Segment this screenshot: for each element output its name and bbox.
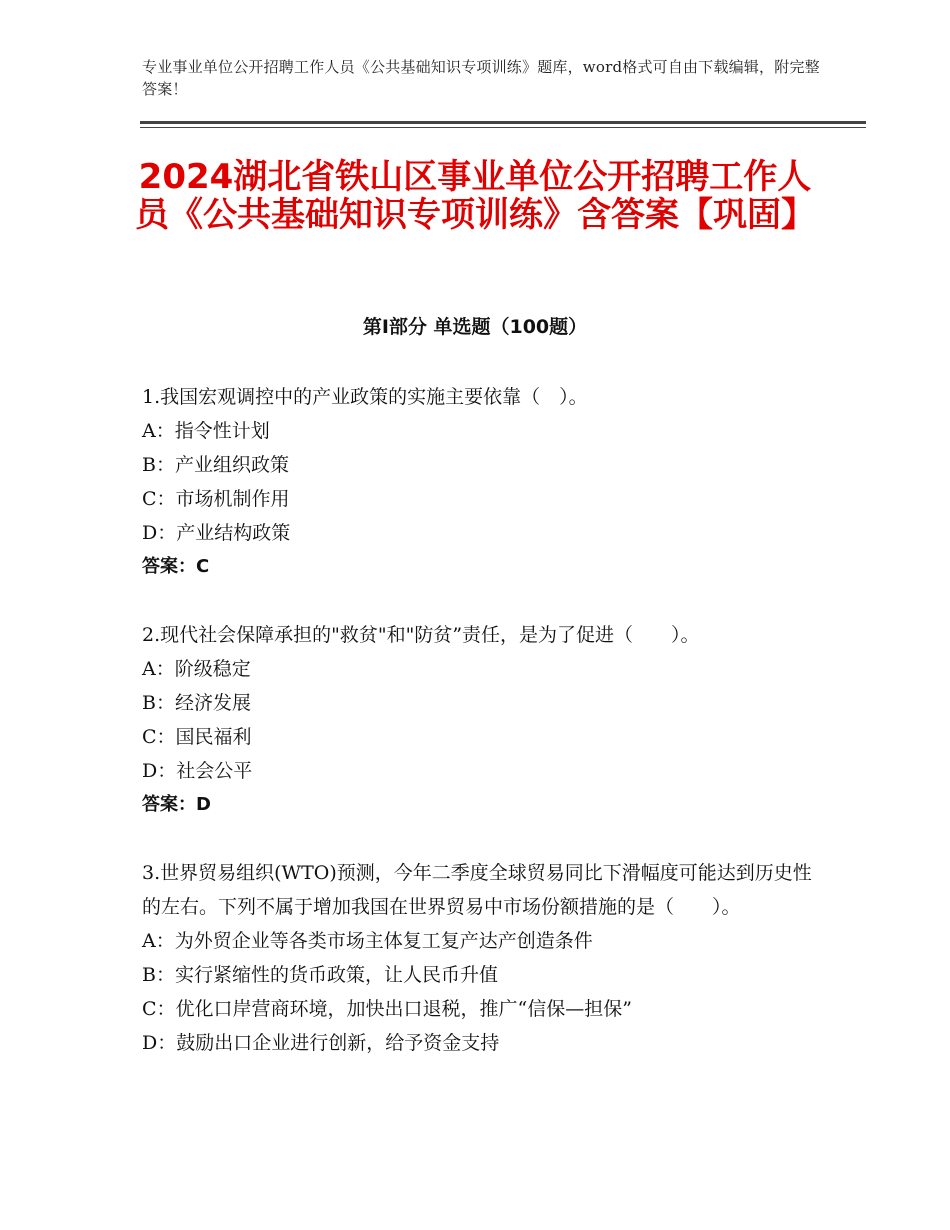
option-c: C：市场机制作用 <box>142 488 290 510</box>
header-rule-thick <box>140 121 866 124</box>
option-a: A：为外贸企业等各类市场主体复工复产达产创造条件 <box>142 930 593 952</box>
answer: 答案：D <box>142 794 211 815</box>
question-stem: 3.世界贸易组织(WTO)预测，今年二季度全球贸易同比下滑幅度可能达到历史性的左右。下列不属于增加我国在世界贸易中市场份额措施的是（ ）。 <box>142 862 812 918</box>
option-c: C：优化口岸营商环境，加快出口退税，推广“信保—担保” <box>142 998 632 1020</box>
option-c: C：国民福利 <box>142 726 252 748</box>
header-note: 专业事业单位公开招聘工作人员《公共基础知识专项训练》题库，word格式可自由下载编辑，附完整答案！ <box>142 58 820 98</box>
question-stem: 2.现代社会保障承担的"救贫"和"防贫”责任，是为了促进（ ）。 <box>142 624 700 646</box>
option-d: D：产业结构政策 <box>142 522 291 544</box>
question-3 <box>142 856 822 1060</box>
option-a: A：指令性计划 <box>142 420 270 442</box>
option-b: B：经济发展 <box>142 692 251 714</box>
option-d: D：社会公平 <box>142 760 253 782</box>
question-stem: 1.我国宏观调控中的产业政策的实施主要依靠（ ）。 <box>142 386 588 408</box>
section-title: 第Ⅰ部分 单选题（100题） <box>362 316 588 338</box>
document-title: 2024湖北省铁山区事业单位公开招聘工作人员《公共基础知识专项训练》含答案【巩固】 <box>135 157 815 235</box>
option-b: B：产业组织政策 <box>142 454 289 476</box>
option-b: B：实行紧缩性的货币政策，让人民币升值 <box>142 964 498 986</box>
option-a: A：阶级稳定 <box>142 658 251 680</box>
question-2 <box>142 618 822 822</box>
question-1 <box>142 380 822 584</box>
option-d: D：鼓励出口企业进行创新，给予资金支持 <box>142 1032 500 1054</box>
answer: 答案：C <box>142 556 210 577</box>
header-rule-thin <box>140 127 866 128</box>
